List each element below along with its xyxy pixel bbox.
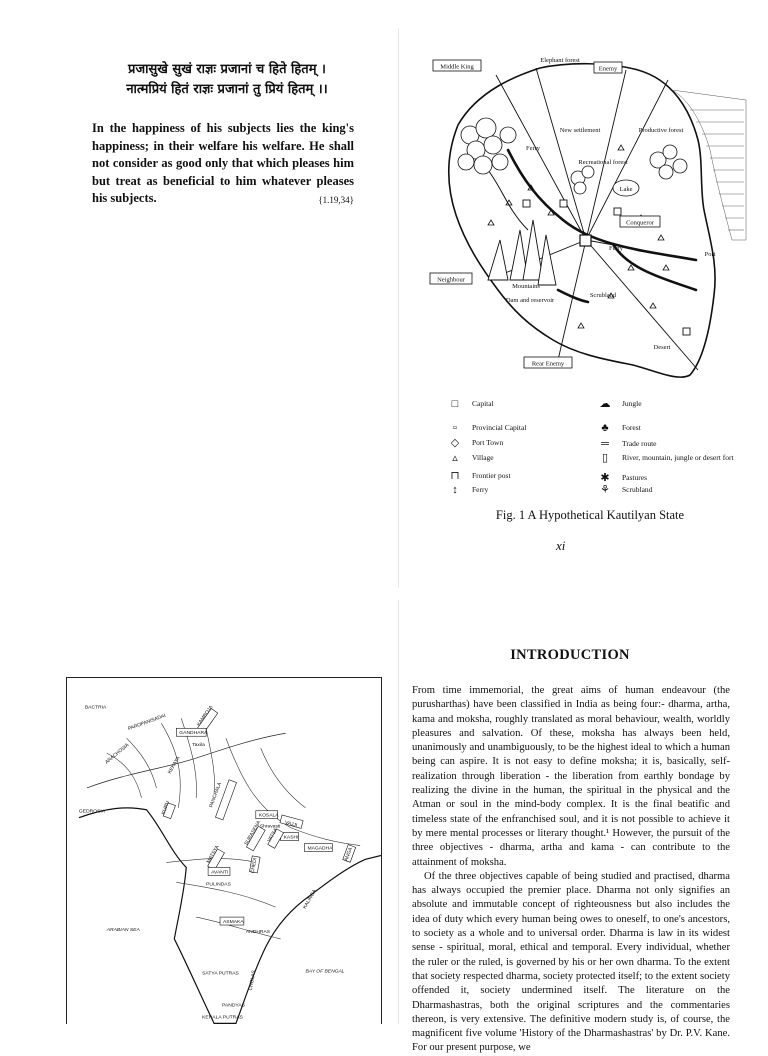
map2-label-magadha: MAGADHA: [307, 846, 333, 852]
map2-label-surasena: SURASENA: [244, 820, 263, 847]
provincial-capital-icon: ▫: [453, 422, 457, 434]
map1-label-neighbour: Neighbour: [437, 276, 465, 284]
verse-reference: {1.19,34}: [318, 195, 354, 205]
port-town-icon: ◇: [450, 437, 460, 449]
legend-left-2: Port Town: [472, 438, 504, 447]
legend-right-0: Jungle: [622, 399, 642, 408]
sanskrit-line-1: प्रजासुखे सुखं राज्ञः प्रजानां च हिते हितम् ।: [128, 62, 326, 77]
legend-right-4: Pastures: [622, 473, 647, 482]
map2-label-shravasti: Shravasti: [259, 824, 281, 830]
map2-label-kuru: KURU: [161, 800, 172, 816]
legend-left-5: Ferry: [472, 485, 489, 494]
map1-label-rear-enemy: Rear Enemy: [531, 360, 565, 368]
quote-text: In the happiness of his subjects lies the king's happiness; in their welfare his welfare. He shall not consider as good only that which pleases him but treat as beneficial to him whatever pleases his subjects.: [92, 121, 354, 205]
capital-icon: □: [451, 398, 459, 410]
map1-label-middle-king: Middle King: [440, 63, 474, 71]
jungle-icon: ☁: [599, 398, 611, 410]
legend-left-4: Frontier post: [472, 471, 511, 480]
legend-right-2: Trade route: [622, 439, 657, 448]
map1-label-ferry-south: Ferry: [608, 245, 624, 252]
map2-label-kerala-putras: KERALA PUTRAS: [202, 1015, 243, 1021]
ferry-icon: ↕: [452, 484, 458, 496]
legend-right-3: River, mountain, jungle or desert fort: [622, 453, 734, 462]
map1-label-scrubland: Scrubland: [589, 292, 617, 299]
map2-label-arachosia: ARACHOSIA: [104, 742, 131, 766]
map1-label-conqueror: Conqueror: [626, 219, 654, 227]
map2-label-kamboja: KAMBOJA: [196, 705, 215, 728]
map2-label-paropanisadai: PAROPANISADAI: [127, 713, 167, 733]
frontier-post-icon: ⊓: [450, 470, 460, 482]
map2-label-pandyas: PANDYAS: [222, 1003, 245, 1009]
map2-label-satya-putras: SATYA PUTRAS: [202, 971, 239, 977]
trade-route-icon: ═: [601, 438, 609, 450]
fort-icon: ▯: [601, 452, 609, 464]
map2-label-kashi: KASHI: [283, 835, 299, 841]
map1-label-elephant-forest: Elephant forest: [540, 57, 580, 64]
map2-label-matsya: MATSYA: [206, 844, 221, 865]
village-icon: ▵: [452, 452, 458, 464]
map1-label-dam: Dam and reservoir: [505, 297, 555, 304]
map2-label-panchala: PANCHALA: [209, 781, 223, 809]
map2-label-gedrosia: GEDROSIA: [78, 809, 106, 815]
verse-translation: [92, 120, 354, 210]
map1-label-lake: Lake: [619, 186, 633, 193]
map2-label-bay-of-bengal: BAY OF BENGAL: [305, 969, 345, 975]
map2-label-gandhara: GANDHARA: [179, 731, 208, 737]
forest-icon: ♣: [601, 422, 609, 434]
sanskrit-verse: [112, 60, 342, 100]
legend-right-1: Forest: [622, 423, 641, 432]
scrubland-icon: ⚘: [600, 484, 610, 496]
map2-label-kosala: KOSALA: [258, 813, 279, 819]
map2-label-asmaka: ASMAKA: [223, 920, 244, 926]
map1-label-productive-forest: Productive forest: [638, 127, 684, 134]
map1-label-desert: Desert: [653, 344, 671, 351]
introduction-body: [412, 684, 730, 1056]
map2-label-vatsa: VATSA: [267, 827, 280, 844]
map2-label-chedi: CHEDI: [250, 857, 259, 874]
map2-label-cholas: CHOLAS: [248, 970, 258, 991]
figure-caption: Fig. 1 A Hypothetical Kautilyan State: [495, 508, 685, 522]
state-boundary: [449, 64, 715, 377]
intro-paragraph-2: Of the three objectives capable of being studied and practised, dharma has always occupied the premier place. Dharma not only signifies an absolute and immutable concept of righteousness but also includes the idea of duty which every human being owes to oneself, to one's ancestors, to society as a whole and to universal order. Dharma is law in its widest sense - spiritual, moral, ethical and temporal. Every individual, whether the ruler or the ruled, is governed by his or her own dharma. To the extent that society respected dharma, society protected itself; to the extent society offended it, society undermined itself. The literature on the Dharmashastras, both the original scriptures and the commentaries thereon, is very extensive. The definitive modern study is, of course, the magnificent five volume 'History of the Dharmashastras' by Dr. P.V. Kane. For our present purpose, we: [412, 870, 730, 1054]
map1-label-new-settlement: New settlement: [559, 127, 601, 134]
map1-label-ferry-north: Ferry: [525, 145, 541, 152]
legend-left-3: Village: [472, 453, 494, 462]
top-left-page: [70, 28, 390, 588]
map2-label-avanti: AVANTI: [211, 870, 229, 876]
map1-label-port: Port: [704, 251, 716, 258]
map2-label-arabian-sea: ARABIAN SEA: [106, 927, 140, 933]
intro-paragraph-1: From time immemorial, the great aims of human endeavour (the purusharthas) have been classified in India as being four:- dharma, artha, kama and moksha, roughly translated as moral behaviour, wealth, worldly pleasures and salvation. Of these, moksha has always been held, unanimously and unambiguously, to be the highest ideal to which a human being can aspire. It is not easy to define moksha; it is, basically, self-realization through liberation - the liberation from earthly bondage by realizing the divine in the human, the spiritual in the physical and the Atman or soul in the mind-body complex. It is the final beatific and timeless state of the enfranchised soul, and it is not possible to achieve it by mere mental processes or literary thought.¹ However, the pursuit of the three objectives - dharma, artha and kama - can contribute to the attainment of moksha.: [412, 685, 730, 868]
map2-label-kalinga: KALINGA: [302, 889, 318, 911]
sanskrit-line-2: नात्मप्रियं हितं राज्ञः प्रजानां तु प्रियं हितम् ।।: [126, 82, 328, 97]
map2-label-andhras: ANDHRAS: [245, 929, 271, 935]
legend-left-0: Capital: [472, 399, 494, 408]
map2-label-taxila: Taxila: [192, 743, 205, 749]
page-number: xi: [556, 538, 566, 553]
map2-label-kekaya: KEKAYA: [167, 755, 182, 775]
map1-label-mountains: Mountains: [512, 283, 540, 290]
map2-label-pulindas: PULINDAS: [206, 882, 231, 888]
pastures-icon: ✱: [600, 472, 610, 484]
introduction-heading: INTRODUCTION: [510, 647, 630, 663]
map2-label-bactria: BACTRIA: [84, 705, 107, 711]
legend-left-1: Provincial Capital: [472, 423, 527, 432]
ancient-india-map: [66, 677, 382, 1024]
map2-label-anga: ANGA: [344, 847, 354, 863]
map2-label-vajji: VAJJI: [284, 820, 298, 829]
kautilyan-state-map: [428, 40, 748, 385]
map1-label-enemy: Enemy: [598, 65, 618, 73]
legend-right-5: Scrubland: [622, 485, 653, 494]
map1-label-recreational-forest: Recreational forest: [578, 159, 628, 166]
